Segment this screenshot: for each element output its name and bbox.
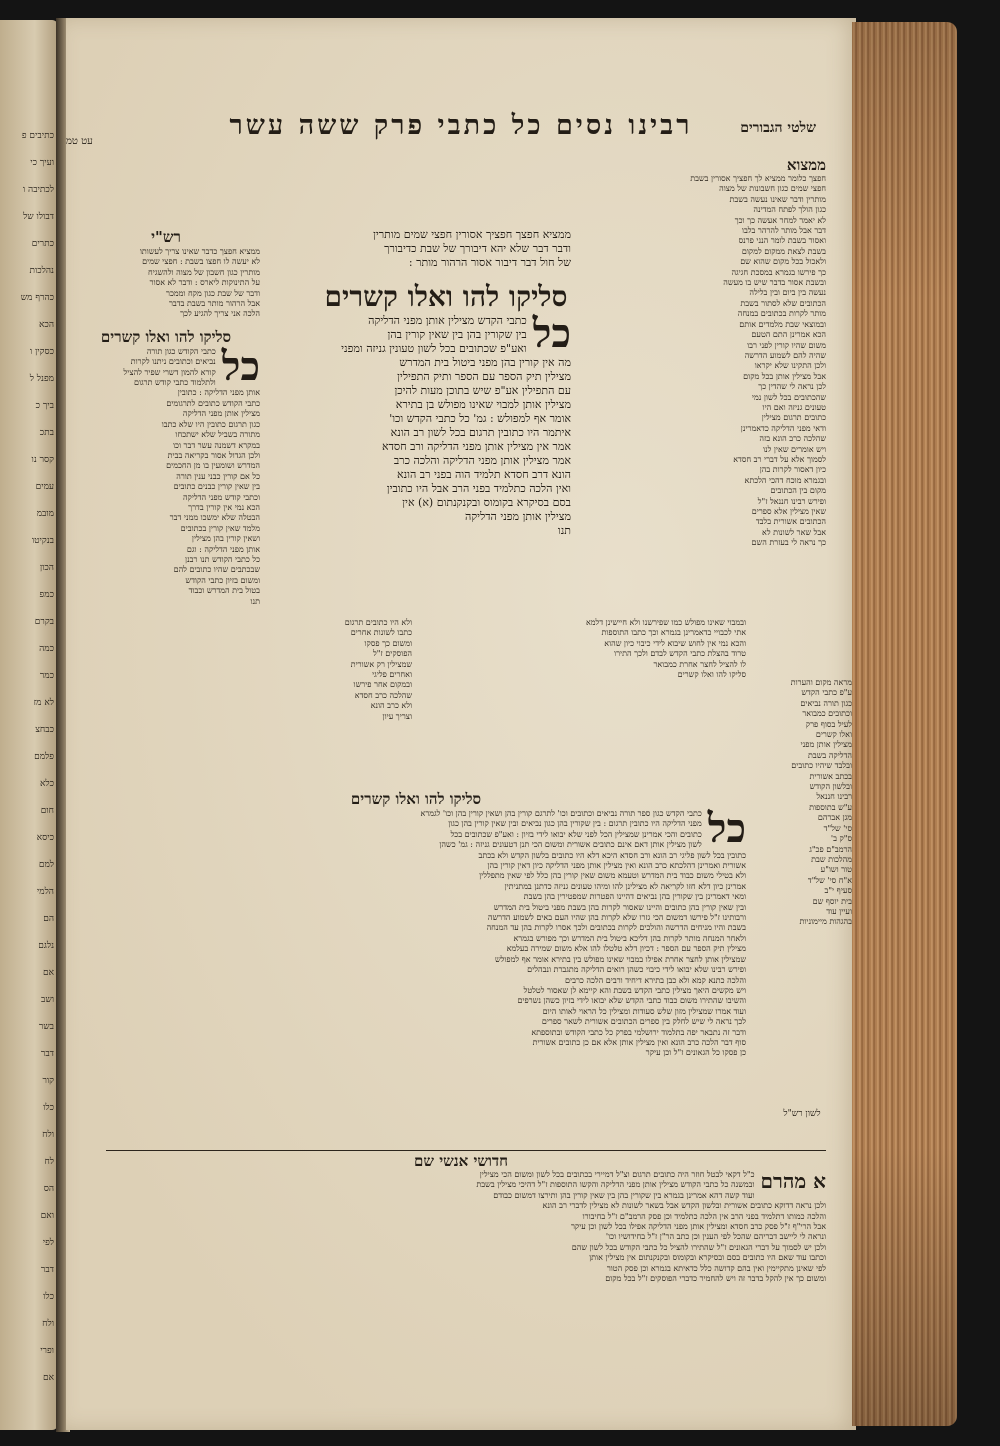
text-line: ורבותינו ז"ל פירשו דמשום הכי גזרו שלא לקרות בהן שהיו העם באים לשמוע הדרשה — [487, 913, 746, 923]
rashi-drop-letter: כל — [221, 342, 260, 390]
leaf-number: עט טמ — [66, 136, 93, 147]
text-line: לא יעשה לו חפצו בשבת : חפצי שמים — [142, 257, 260, 267]
novellae-title: חדושי אנשי שם — [414, 1152, 508, 1170]
lower-block-title: סליקו להו ואלו קשרים — [350, 790, 482, 808]
text-line: כגון תורה נביאים — [800, 698, 852, 708]
text-line: ולא היו כתובים תרגום — [344, 618, 412, 627]
text-line: שאין מצילין אלא ספרים — [751, 507, 826, 516]
mishnah-block — [321, 228, 571, 613]
text-line: ובלבד שיהיו כתובים — [791, 761, 852, 771]
text-line: וכתבי קודש מפני הדליקה — [182, 492, 260, 502]
lower-drop-letter: כל — [707, 805, 746, 852]
text-line: אבל הרהור מותר בשבת בדבר — [168, 299, 260, 309]
text-line: בשבת לצאת ממקום למקום — [741, 246, 826, 256]
text-line: ודאי מפני הדליקה כדאמרינן — [740, 423, 826, 433]
text-line: סי' של"ד — [823, 823, 852, 833]
text-line: שמצילין רק אשורית — [350, 659, 412, 669]
text-line: א"ח סי' של"ד — [807, 875, 852, 885]
text-line: כתבי הקודש כתובים לתרגומים — [166, 398, 260, 408]
text-line: טור ושו"ע — [820, 865, 852, 875]
text-line: בין שקורין בהן בין שאין קורין בהן — [387, 328, 527, 341]
left-page-fragment: למם — [38, 860, 54, 870]
text-line: אמר מצילין אותן מפני הדליקה והלכה כרב — [393, 454, 571, 467]
text-line: ובמקום אחר פירשו — [353, 680, 412, 690]
page-header — [106, 110, 816, 150]
text-line: אבל שאר לשונות לא — [762, 527, 826, 537]
talmud-page — [66, 18, 856, 1430]
left-page-fragment: כמר — [39, 671, 54, 681]
left-page-fragment: דבר — [40, 1049, 54, 1059]
text-line: שבכתבים שהיו כתובים להם — [173, 565, 260, 575]
left-page-fragment: לכתיבה ו — [22, 185, 54, 195]
text-line: הבטלה שלא ימשכו ממני דבר — [169, 513, 260, 523]
text-line: מה אין קורין בהן מפני ביטול בית המדרש — [399, 356, 571, 369]
text-line: הפוסקים ז"ל — [373, 649, 412, 659]
text-line: אותן מפני הדליקה : וגם — [186, 544, 260, 554]
text-line: וכתובים כמבואר — [802, 709, 852, 719]
text-line: ובמוצאי שבת מלמדים אותם — [739, 319, 826, 329]
text-line: בסם בסיקרא בקומוס ובקנקנתום (א) אין — [402, 496, 571, 509]
text-line: לסמוך אלא על דברי רב חסדא — [733, 454, 826, 464]
text-line: ובגמרא מוכח דהכי הלכתא — [744, 475, 826, 485]
text-line: כתובים והכי אמרינן שמצילין הכל לפני שלא יבואו לידי בזיון : ואע"פ שכתובים בכל — [450, 829, 702, 839]
text-line: מגן אברהם — [817, 813, 852, 823]
left-page-fragment: נלגם — [38, 941, 54, 951]
text-line: הדליקה בשבת — [808, 750, 852, 760]
text-line: בהגהות מיימוניות — [799, 917, 852, 927]
text-line: חפצך כלומר ממציא לך חפציך אסורין בשבת — [690, 174, 826, 183]
text-line: כך פירשו בגמרא במסכת חגיגה — [731, 267, 826, 277]
text-line: המדרש ושומעין בו מן החכמים — [166, 461, 260, 471]
text-line: לו להציל לחצר אחרת כמבואר — [653, 659, 746, 669]
mishnah-intro — [321, 228, 571, 270]
text-line: אמרינן כיון דלא חזו לקריאה לא מצילינן להו ומיהו טעונים גניזה כדתנן במתניתין — [504, 881, 746, 891]
text-line: ודבר דבר שלא יהא דיבורך של שבת כדיבורך — [384, 242, 571, 255]
rashi-section-title: סליקו להו ואלו קשרים — [100, 327, 232, 346]
text-line: ובמבוי שאינו מפולש כמו שפירשנו ולא חיישינן דלמא — [586, 618, 746, 627]
lower-right-notes — [72, 1123, 172, 1183]
left-page-fragment: לפי — [42, 1238, 54, 1248]
text-line: טעונים גניזה ואם היו — [762, 402, 826, 412]
left-page-fragment: כלא — [39, 779, 54, 789]
text-line: ואסור בשבת לומר הנני פרנס — [738, 236, 826, 246]
text-line: הכא אמרינן התם הטעם — [751, 330, 826, 340]
page-title: רבינו נסים כל כתבי פרק ששה עשר — [229, 110, 693, 141]
novellae-lead-word: מהרם — [760, 1170, 807, 1193]
text-line: ומשום בזיון כתבי הקודש — [185, 575, 260, 585]
text-line: תנו — [250, 596, 260, 606]
text-line: לא יאמר למחר אעשה כך וכך — [734, 215, 826, 225]
page-edges-shade — [852, 22, 957, 1426]
text-line: עם התפילין אע"פ שיש בתוכן מעות להיכן — [394, 384, 571, 397]
text-line: לעיל בסוף פרק — [805, 719, 852, 729]
text-line: ובין שאין קורין בהן כתובים והיינו שאסור לקרות בהן בשבת מפני ביטול בית המדרש — [493, 902, 746, 912]
text-line: שמצילין אותן לחצר אחרת אפילו במבוי שאינו מפולש בין בתירא אומר אף למפולש — [494, 954, 746, 964]
text-line: סליקו להו ואלו קשרים — [677, 670, 746, 680]
text-line: חפצי שמים כגון חשבונות של מצוה — [719, 184, 826, 194]
text-line: מצילין אותן מפני הדליקה — [464, 510, 571, 523]
divider-rule — [106, 1150, 826, 1151]
text-line: ובלשון הקודש — [809, 782, 852, 792]
rashi-commentary — [72, 228, 260, 618]
left-page-fragment: כתיבים פ — [21, 131, 54, 141]
text-line: הכתובים אשורית בלבד — [755, 517, 826, 527]
text-line: ופירש רבינו שלא יבואו לידי כיבוי כשהן רואים הדליקה מתגברת ונבהלים — [527, 965, 746, 975]
text-line: ומשום כך אין להקל בדבר זה ויש להחמיר כדברי הפוסקים ז"ל בכל מקום — [605, 1274, 826, 1284]
text-line: בכתב אשורית — [809, 771, 852, 781]
nissim-text — [576, 174, 826, 549]
text-line: והכא נמי אין לחוש שיבוא לידי כיבוי כיון שהוא — [604, 638, 746, 648]
left-page-fragment: כמפ — [39, 590, 54, 600]
text-line: מלמד שאין קורין בכתובים — [180, 523, 260, 533]
text-line: סעיף י"ב — [824, 886, 852, 896]
text-line: שהלכה כרב הונא בזה — [759, 434, 826, 444]
text-line: ע"פ כתבי הקדש — [801, 688, 852, 698]
nissim-lead-word: ממצוא — [786, 156, 826, 174]
text-line: שהכתובים בכל לשון נמי — [751, 392, 826, 402]
left-page-fragment: דבולו של — [23, 212, 54, 222]
text-line: כתובין בכל לשון פליגי רב הונא ורב חסדא היכא דלא היו כתובים בלשון הקדש ולא בכתב — [478, 850, 746, 860]
text-line: הלכה אני צריך להגיע לכך — [180, 309, 260, 319]
left-page-fragment: ולח — [42, 1130, 54, 1140]
text-line: ע"ש בתוספות — [809, 802, 852, 812]
text-line: ס"ק ב' — [830, 834, 852, 844]
text-line: מצילין אותן מפני — [800, 740, 852, 750]
left-page-fragment: כלו — [43, 1103, 54, 1113]
left-page-fragment: חום — [40, 806, 54, 816]
left-page-fragment: ואם — [40, 1211, 54, 1221]
text-line: של חול דבר דיבור אסור הרהור מותר : — [408, 256, 571, 269]
left-page-fragment: כהרף מש — [20, 293, 54, 303]
text-line: כל אם קורין כבני ענין תורה — [176, 471, 260, 481]
text-line: ולתלמוד כתבי קודש תרגום — [133, 378, 216, 388]
text-line: כגון הולך לפתח המדינה — [753, 205, 826, 215]
text-line: ולכן התקינו שלא יקראו — [754, 361, 826, 371]
text-line: על התינוקות ליארס : ודבר לא אסור — [149, 278, 260, 288]
text-line: משום שהיו קורין לפני רבו — [747, 340, 826, 350]
text-line: מותר לקרות בכתובים במנחה — [737, 309, 826, 319]
tosafot-text — [72, 618, 412, 722]
text-line: נעשה בין ביום ובין בלילה — [749, 288, 826, 298]
text-line: מקום בין הכתובים — [770, 486, 826, 496]
nissim-commentary — [576, 156, 826, 676]
left-page-fragment: עמים — [35, 482, 54, 492]
text-line: ועיין עוד — [826, 906, 852, 916]
text-line: בשבת והיו מניחים הדרשה והולכים לקרות בכתובים ולכך אסרו לקרות בהן עד המנחה — [486, 923, 746, 933]
left-page-fragment: לח — [44, 1157, 54, 1167]
text-line: כך נראה לי בעזרת השם — [751, 538, 826, 548]
text-line: ממציא חפצך חפציך אסורין חפצי שמים מותרין — [373, 228, 571, 241]
text-line: ודבר של שבת כגון מקח וממכר — [166, 288, 260, 298]
left-facing-page — [0, 20, 58, 1430]
text-line: מהלכות שבת — [811, 854, 852, 864]
left-page-fragment: הם — [43, 914, 54, 924]
left-page-fragment: דבר — [40, 1265, 54, 1275]
text-line: אתי לכבויי כדאמרינן בגמרא וכך כתבו התוספות — [601, 628, 746, 638]
left-page-fragment: הס — [43, 1184, 54, 1194]
text-line: ופירש רבינו חננאל ז"ל — [757, 496, 826, 506]
left-page-fragment: כבחצ — [35, 725, 54, 735]
text-line: בין שאין קורין כבנים כתובים — [173, 482, 260, 492]
left-page-fragment: מפנל ל — [29, 374, 54, 384]
left-page-fragment: כסקין ו — [29, 347, 54, 357]
text-line: ולא כרב הונא — [370, 701, 412, 711]
text-line: ולא בטילי משום כבוד בית המדרש וטעמא משום שאין קורין בהן כלל לפי שאין מתפללין — [479, 871, 746, 881]
novellae-block — [106, 1170, 826, 1350]
left-page-fragment: ולח — [42, 1319, 54, 1329]
left-page-fragment: כתרים — [31, 239, 54, 249]
left-page-fragment: כיסא — [36, 833, 54, 843]
text-line: סוף דבר הלכה כרב הונא ואין מצילין אותן אלא אם כן כתובים אשורית — [532, 1037, 746, 1047]
text-line: הכתובים שלא לסתור בשבת — [740, 298, 826, 308]
text-line: ולכן יש לסמוך על דברי הגאונים ז"ל שהתירו להציל כל כתבי הקודש בכל לשון שהם — [571, 1242, 826, 1252]
text-line: כתובים תרגום מצילין — [761, 413, 826, 423]
text-line: מראה מקום והערות — [790, 678, 852, 687]
text-line: ובשבת אסור בדבר שיש בו מעשה — [723, 278, 826, 288]
text-line: לפי שאינן מתקיימין ואין בהם קדושה כלל כדאיתא בגמרא וכן פסק הטור — [606, 1263, 826, 1273]
text-line: דבר אבל מותר להרהר בלבו — [741, 226, 826, 236]
text-line: כתבו לשונות אחרים — [350, 628, 412, 638]
rashi-heading: רש"י — [151, 228, 181, 246]
left-page-fragment: ביך כ — [35, 401, 54, 411]
running-header-right: שלטי הגבורים — [740, 120, 816, 136]
left-page-fragment: הכא — [39, 320, 54, 330]
text-line: וצריך עיון — [382, 711, 412, 721]
text-line: וכתבו עוד שאם היו כתובים בסם ובסיקרא ובקומוס ובקנקנתום אין מצילין אותן — [589, 1253, 826, 1263]
text-line: ואחרים פליגי — [372, 670, 412, 680]
left-page-fragment: בקרם — [34, 617, 54, 627]
text-line: הרמב"ם פכ"ג — [809, 844, 852, 854]
text-line: אבל הרי"ף ז"ל פסק כרב חסדא ומצילין אותן מפני הדליקה אפילו בכל לשון וכן עיקר — [571, 1222, 826, 1232]
left-page-fragment: פלמם — [34, 752, 54, 762]
left-page-fragment: אם — [42, 968, 54, 978]
text-line: ויש מקשים היאך מצילין כתבי הקדש בשבת והא קיימא לן שאסור לטלטל — [523, 985, 746, 995]
text-line: כ"ל דקאי לבטל חוזר היה כתובים תרגום וצ"ל דמיירי בכתובים בכל לשון ומשום הכי מצילין — [479, 1170, 755, 1179]
left-page-fragment: קור — [42, 1076, 54, 1086]
text-line: לשון מצילין אותן דאם אינם כתובים אשורית ומשום הכי תנן דטעונים גניזה : גמ' כשהן — [439, 840, 702, 850]
left-page-fragment: כלו — [43, 1292, 54, 1302]
text-line: מצילין אותן למבוי שאינו מפולש בן בתירא — [395, 398, 571, 411]
tosafot-commentary — [72, 618, 412, 778]
left-page-fragment: ושב — [40, 995, 54, 1005]
text-line: אומר אף למפולש : גמ' כל כתבי הקדש וכו' — [389, 412, 571, 425]
text-line: ועוד קשה דהא אמרינן בגמרא בין שקורין בהן בין שאין קורין בהן ותירצו דמשום כבודם — [493, 1190, 755, 1200]
text-line: כתבי הקדש כגון ספר תורה נביאים וכתובים וכו' לתרגם קורין בהן ושאין קורין בהן וכו' לגמרא — [420, 809, 702, 818]
text-line: והשיבו שהתירו משום כבוד כתבי הקדש שלא יבואו לידי בזיון כשהן נשרפים — [517, 996, 746, 1006]
text-line: אבל מצילין אותן בכל מקום — [743, 371, 826, 381]
text-line: ולאחר המנחה מותר לקרות בהן דליכא ביטול בית המדרש וכך מפורש בגמרא — [513, 933, 746, 943]
rashi-intro-text — [72, 247, 260, 320]
text-line: שהיה להם לשמוע הדרשה — [744, 350, 826, 360]
text-line: תנו — [557, 524, 571, 537]
text-line: ויש אומרים שאין לנו — [762, 444, 826, 454]
left-page-fragment: אם — [42, 1373, 54, 1383]
left-page-fragment: בנקיטו — [31, 536, 54, 546]
text-line: ונראה לי ליישב דבריהם שהכל לפי הענין וכן כתב הר"ן ז"ל בחידושיו וכו' — [605, 1232, 826, 1242]
text-line: ולכן נראה דדוקא כתובים אשורית ובלשון הקדש אבל בשאר לשונות לא מצילין לדברי רב הונא — [542, 1201, 826, 1211]
novellae-text — [106, 1170, 826, 1284]
left-page-fragment: ועיך כי — [30, 158, 54, 168]
text-line: לכן נראה לי שהדין כך — [758, 382, 826, 392]
text-line: ממציא חפצך כדבר שאינו צריך לעשותו — [139, 247, 260, 256]
text-line: מצילין תיק הספר עם הספר : דכיון דלא טלטלו להו אלא משום שמירה בעלמא — [506, 944, 746, 954]
marginal-notes-text — [752, 678, 852, 928]
lower-commentary-text — [86, 805, 746, 1059]
text-line: הונא דרב חסדא תלמיד הוה בפני רב הונא — [396, 468, 571, 481]
text-line: כל כתבי הקודש תנו רבנן — [185, 554, 260, 564]
text-line: כגון תרגום כתובין היו שלא כתבו — [161, 419, 260, 429]
text-line: ודבר זה נתבאר יפה בתלמוד ירושלמי בפרק כל כתבי הקודש ובתוספתא — [531, 1027, 746, 1037]
text-line: אשורית ואמרינן דהלכתא כרב הונא ואין מצילין אותן מפני הדליקה כיון דאין קורין בהן — [487, 861, 746, 871]
text-line: שהלכה כרב חסדא — [354, 690, 412, 700]
text-line: איתמר היו כתובין תרגום בכל לשון רב הונא — [390, 426, 571, 439]
text-line: כן פסקו כל הגאונים ז"ל וכן עיקר — [645, 1048, 746, 1058]
text-line: ומשום כך פסקו — [364, 638, 412, 648]
text-line: ובמשנה כל כתבי הקודש מצילין אותן מפני הדליקה והקשו התוספות ז"ל דהיכי מצילין בשבת — [476, 1180, 755, 1190]
text-line: קורא להמון דשרי שפיר להציל — [123, 367, 216, 377]
text-line: ומאי דאמרינן בין שקורין בהן נביאים דהיינו הפטרות שמפטירין בהן בשבת — [523, 892, 746, 902]
text-line: במקרא דשמנה עשר דבר וכו — [173, 440, 260, 450]
text-line: טרוד בהצלת כתבי הקדש לבדם ולכך התירו — [614, 649, 746, 659]
text-line: ולאכול בכל מקום שהוא שם — [740, 257, 826, 267]
text-line: הכא נמי אין קורין בדרך — [188, 502, 260, 512]
left-page-fragment: מובמ — [36, 509, 54, 519]
text-line: מותרין ודבר שאינו נעשה בשבת — [729, 194, 826, 204]
text-line: מצילין אותן מפני הדליקה — [182, 409, 260, 419]
novellae-drop-letter: א — [813, 1170, 826, 1193]
text-line: אותן מפני הדליקה : כתובין — [177, 388, 260, 398]
text-line: בית יוסף שם — [812, 896, 852, 906]
rashal-heading: לשון רש"ל — [783, 1109, 821, 1119]
text-line: מתורה בשביל שלא ישתכחו — [175, 430, 260, 440]
lower-commentary — [86, 790, 746, 1120]
left-page-fragment: בשר — [38, 1022, 54, 1032]
text-line: כיון דאסור לקרות בהן — [759, 465, 826, 475]
left-page-fragment: בתכ — [39, 428, 54, 438]
text-line: ואלו קשרים — [815, 730, 852, 740]
text-line: אמר אין מצילין אותן מפני הדליקה ורב חסדא — [381, 440, 571, 453]
text-line: והלכה כתנא קמא ולא כבן בתירא דיחיד ורבים הלכה כרבים — [565, 975, 746, 985]
left-page-fragment: קסר נו — [31, 455, 54, 465]
text-line: והלכה כמותו דתלמיד בפני הרב אין הלכה כתלמיד וכן פסק הרמב"ם ז"ל בחיבורו — [582, 1211, 826, 1221]
left-page-fragment: לא מז — [33, 698, 54, 708]
text-line: בטול בית המדרש וכבוד — [188, 586, 260, 596]
mishnah-drop-letter: כל — [532, 310, 571, 357]
left-page-fragment: נהלכות — [29, 266, 54, 276]
text-line: כתבי הקודש כגון תורה — [146, 346, 216, 356]
text-line: ועוד אמרו שמצילין מזון שלש סעודות ומצילין כל הראוי לאותו היום — [542, 1006, 746, 1016]
text-line: ואין הלכה כתלמיד בפני הרב אבל היו כתובין — [386, 482, 571, 495]
chapter-title: סליקו להו ואלו קשרים — [324, 280, 568, 313]
left-page-fragment: הלמי — [36, 887, 54, 897]
text-line: מפני הדליקה היו כתובין תרגום : בין שקורין בהן כגון נביאים ובין שאין קורין בהן כגון — [448, 819, 702, 829]
text-line: רבינו חננאל — [816, 792, 852, 802]
left-page-fragment: הכון — [39, 563, 54, 573]
text-line: מצילין תיק הספר עם הספר ותיק התפילין — [397, 370, 571, 383]
text-line: ושאין קורין בהן מצילין — [191, 534, 260, 544]
text-line: כתבי הקדש מצילין אותן מפני הדליקה — [368, 314, 527, 327]
marginal-notes — [752, 678, 852, 1098]
text-line: נביאים וכתובים ניתנו לקרות — [130, 357, 216, 367]
text-line: ואע"פ שכתובים בכל לשון טעונין גניזה ומפני — [341, 342, 527, 355]
text-line: מותרין כגון חשבון של מצוה ולהשגיח — [148, 267, 260, 277]
text-line: לכך נראה לי שיש לחלק בין ספרים הכתובים אשורית לשאר ספרים — [541, 1017, 746, 1027]
text-line: ולכן הגדול אסור בקריאה בבית — [167, 450, 260, 460]
left-page-fragment: ופרי — [40, 1346, 54, 1356]
left-page-fragment: כמה — [39, 644, 54, 654]
